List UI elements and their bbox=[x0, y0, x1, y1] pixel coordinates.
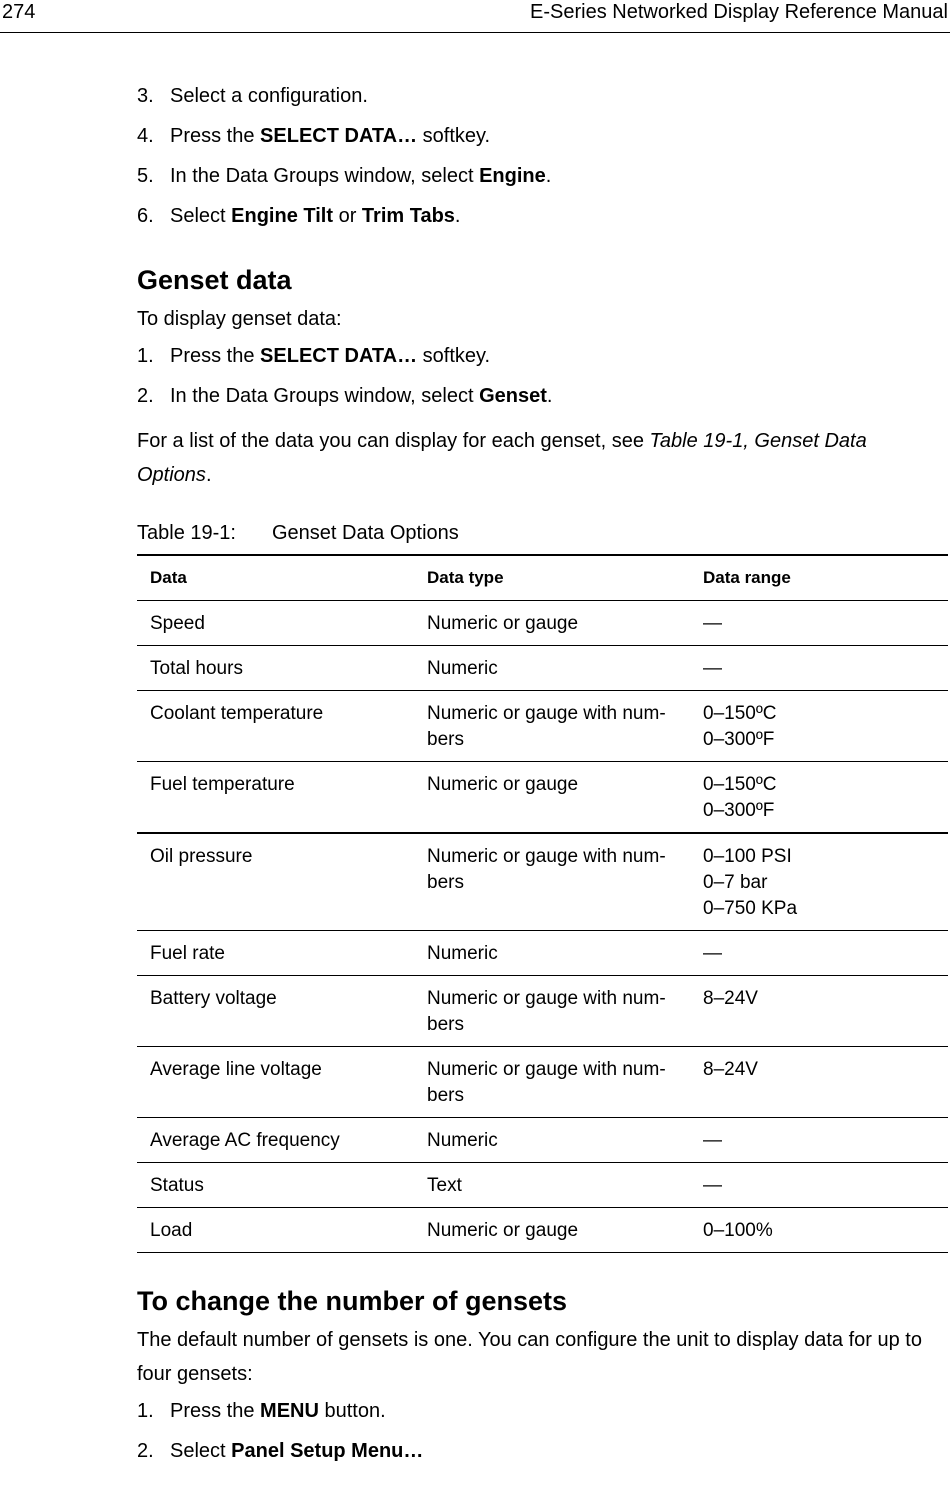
table-row: Average AC frequency Numeric — bbox=[137, 1118, 948, 1163]
step-6: 6. Select Engine Tilt or Trim Tabs. bbox=[137, 205, 461, 227]
table-caption-number: Table 19-1: bbox=[137, 522, 236, 544]
table-reference-link[interactable]: Table 19-1, Genset Data Options bbox=[137, 430, 867, 486]
page-number: 274 bbox=[2, 1, 36, 23]
table-caption bbox=[137, 516, 945, 550]
panel-setup-menu-label: Panel Setup Menu… bbox=[231, 1440, 424, 1462]
genset-note: For a list of the data you can display for each genset, see Table 19-1, Genset Data Options. bbox=[137, 430, 867, 486]
table-row: Oil pressure Numeric or gauge with num- bers 0–100 PSI 0–7 bar 0–750 KPa bbox=[137, 833, 948, 931]
step-3: 3. Select a configuration. bbox=[137, 85, 368, 107]
page-header bbox=[0, 0, 950, 33]
table-row: Fuel temperature Numeric or gauge 0–150ºC 0–300ºF bbox=[137, 762, 948, 834]
column-header-data: Data bbox=[137, 555, 414, 601]
steps-top bbox=[137, 80, 945, 240]
column-header-data-type: Data type bbox=[414, 555, 690, 601]
genset-step-1: 1. Press the SELECT DATA… softkey. bbox=[137, 345, 491, 367]
table-row: Average line voltage Numeric or gauge with num- bers 8–24V bbox=[137, 1047, 948, 1118]
genset-data-heading: Genset data bbox=[137, 265, 292, 295]
softkey-select-data: SELECT DATA… bbox=[260, 125, 418, 147]
gensets-step-2: 2. Select Panel Setup Menu… bbox=[137, 1440, 424, 1462]
table-row: Fuel rate Numeric — bbox=[137, 931, 948, 976]
running-title: E-Series Networked Display Reference Manual bbox=[530, 1, 948, 23]
change-gensets-heading: To change the number of gensets bbox=[137, 1286, 568, 1316]
gensets-step-1: 1. Press the MENU button. bbox=[137, 1400, 386, 1422]
table-row: Coolant temperature Numeric or gauge with num- bers 0–150ºC 0–300ºF bbox=[137, 691, 948, 762]
table-row: Battery voltage Numeric or gauge with num- bers 8–24V bbox=[137, 976, 948, 1047]
genset-step-2: 2. In the Data Groups window, select Genset. bbox=[137, 385, 553, 407]
table-row: Total hours Numeric — bbox=[137, 646, 948, 691]
table-row: Speed Numeric or gauge — bbox=[137, 601, 948, 646]
page-content bbox=[137, 80, 945, 1475]
table-header-row bbox=[137, 555, 948, 601]
table-row: Status Text — bbox=[137, 1163, 948, 1208]
option-engine-tilt: Engine Tilt bbox=[231, 205, 334, 227]
gensets-count-section bbox=[137, 1283, 945, 1475]
table-caption-title: Genset Data Options bbox=[272, 522, 459, 544]
genset-data-options-table bbox=[137, 554, 948, 1253]
genset-intro: To display genset data: bbox=[137, 308, 342, 330]
change-gensets-intro: The default number of gensets is one. You can configure the unit to display data for up to four gensets: bbox=[137, 1329, 922, 1385]
step-5: 5. In the Data Groups window, select Engine. bbox=[137, 165, 552, 187]
column-header-data-range: Data range bbox=[690, 555, 948, 601]
step-4: 4. Press the SELECT DATA… softkey. bbox=[137, 125, 491, 147]
option-engine: Engine bbox=[479, 165, 546, 187]
menu-button-label: MENU bbox=[260, 1400, 319, 1422]
table-row: Load Numeric or gauge 0–100% bbox=[137, 1208, 948, 1253]
option-trim-tabs: Trim Tabs bbox=[361, 205, 455, 227]
